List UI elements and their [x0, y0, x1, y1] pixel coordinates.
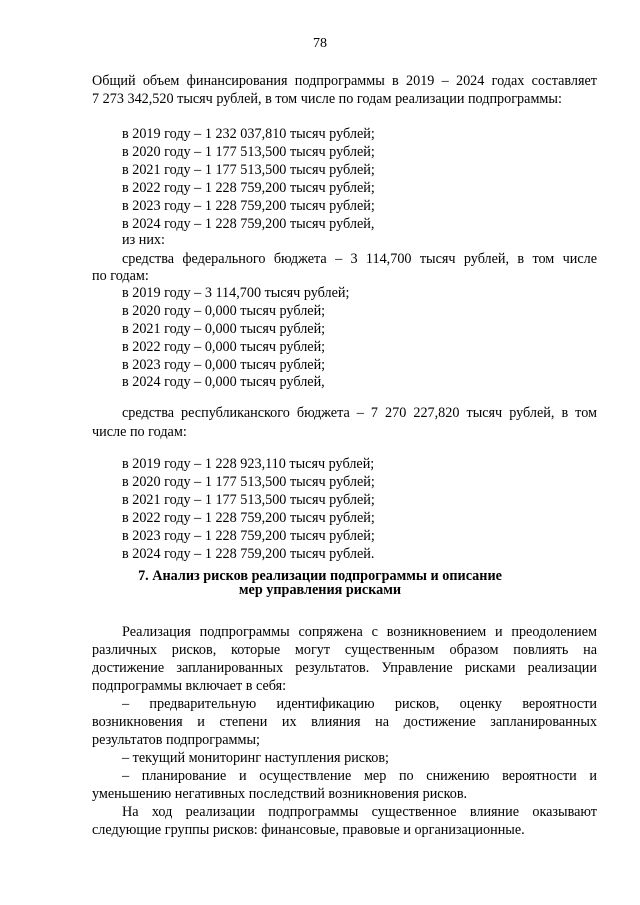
total-year-item: в 2020 году – 1 177 513,500 тысяч рублей; — [122, 144, 375, 160]
section-text-line: На ход реализации подпрограммы существенное влияние оказывают — [122, 804, 597, 820]
section-text-line: различных рисков, которые могут существенным образом повлиять на — [92, 642, 597, 658]
intro-line-2: 7 273 342,520 тысяч рублей, в том числе по годам реализации подпрограммы: — [92, 91, 562, 107]
federal-year-item: в 2024 году – 0,000 тысяч рублей, — [122, 374, 325, 390]
total-year-item: в 2021 году – 1 177 513,500 тысяч рублей; — [122, 162, 375, 178]
republic-year-item: в 2024 году – 1 228 759,200 тысяч рублей. — [122, 546, 375, 562]
section-heading-line-1: 7. Анализ рисков реализации подпрограммы и описание — [138, 568, 502, 584]
republic-year-item: в 2023 году – 1 228 759,200 тысяч рублей; — [122, 528, 375, 544]
republic-year-item: в 2022 году – 1 228 759,200 тысяч рублей; — [122, 510, 375, 526]
section-text-line: подпрограммы включает в себя: — [92, 678, 287, 694]
section-text-line: уменьшению негативных последствий возникновения рисков. — [92, 786, 468, 802]
section-text-line: – планирование и осуществление мер по снижению вероятности и — [122, 768, 597, 784]
republic-year-item: в 2021 году – 1 177 513,500 тысяч рублей; — [122, 492, 375, 508]
section-text-line: Реализация подпрограммы сопряжена с возникновением и преодолением — [122, 624, 597, 640]
section-text-line: результатов подпрограммы; — [92, 732, 260, 748]
federal-line-1: средства федерального бюджета – 3 114,700 тысяч рублей, в том числе — [122, 251, 597, 267]
section-text-line: следующие группы рисков: финансовые, правовые и организационные. — [92, 822, 525, 838]
republic-year-item: в 2019 году – 1 228 923,110 тысяч рублей; — [122, 456, 375, 472]
total-year-item: в 2022 году – 1 228 759,200 тысяч рублей; — [122, 180, 375, 196]
federal-year-item: в 2022 году – 0,000 тысяч рублей; — [122, 339, 326, 355]
republic-year-item: в 2020 году – 1 177 513,500 тысяч рублей; — [122, 474, 375, 490]
section-heading-line-2: мер управления рисками — [238, 582, 402, 598]
section-text-line: – текущий мониторинг наступления рисков; — [122, 750, 389, 766]
federal-year-item: в 2019 году – 3 114,700 тысяч рублей; — [122, 285, 350, 301]
total-year-item: в 2024 году – 1 228 759,200 тысяч рублей, — [122, 216, 375, 232]
section-text-line: возникновения и степени их влияния на достижение запланированных — [92, 714, 597, 730]
section-text-line: достижение запланированных результатов. Управление рисками реализации — [92, 660, 597, 676]
federal-year-item: в 2020 году – 0,000 тысяч рублей; — [122, 303, 326, 319]
page-number: 78 — [313, 36, 327, 51]
intro-line-1: Общий объем финансирования подпрограммы в 2019 – 2024 годах составляет — [92, 73, 597, 89]
federal-year-item: в 2021 году – 0,000 тысяч рублей; — [122, 321, 326, 337]
federal-line-2: по годам: — [92, 268, 149, 284]
republic-line-2: числе по годам: — [92, 424, 187, 440]
of-which-label: из них: — [122, 232, 165, 248]
republic-line-1: средства республиканского бюджета – 7 270 227,820 тысяч рублей, в том — [122, 405, 597, 421]
federal-year-item: в 2023 году – 0,000 тысяч рублей; — [122, 357, 326, 373]
total-year-item: в 2023 году – 1 228 759,200 тысяч рублей; — [122, 198, 375, 214]
section-text-line: – предварительную идентификацию рисков, оценку вероятности — [122, 696, 597, 712]
total-year-item: в 2019 году – 1 232 037,810 тысяч рублей; — [122, 126, 375, 142]
